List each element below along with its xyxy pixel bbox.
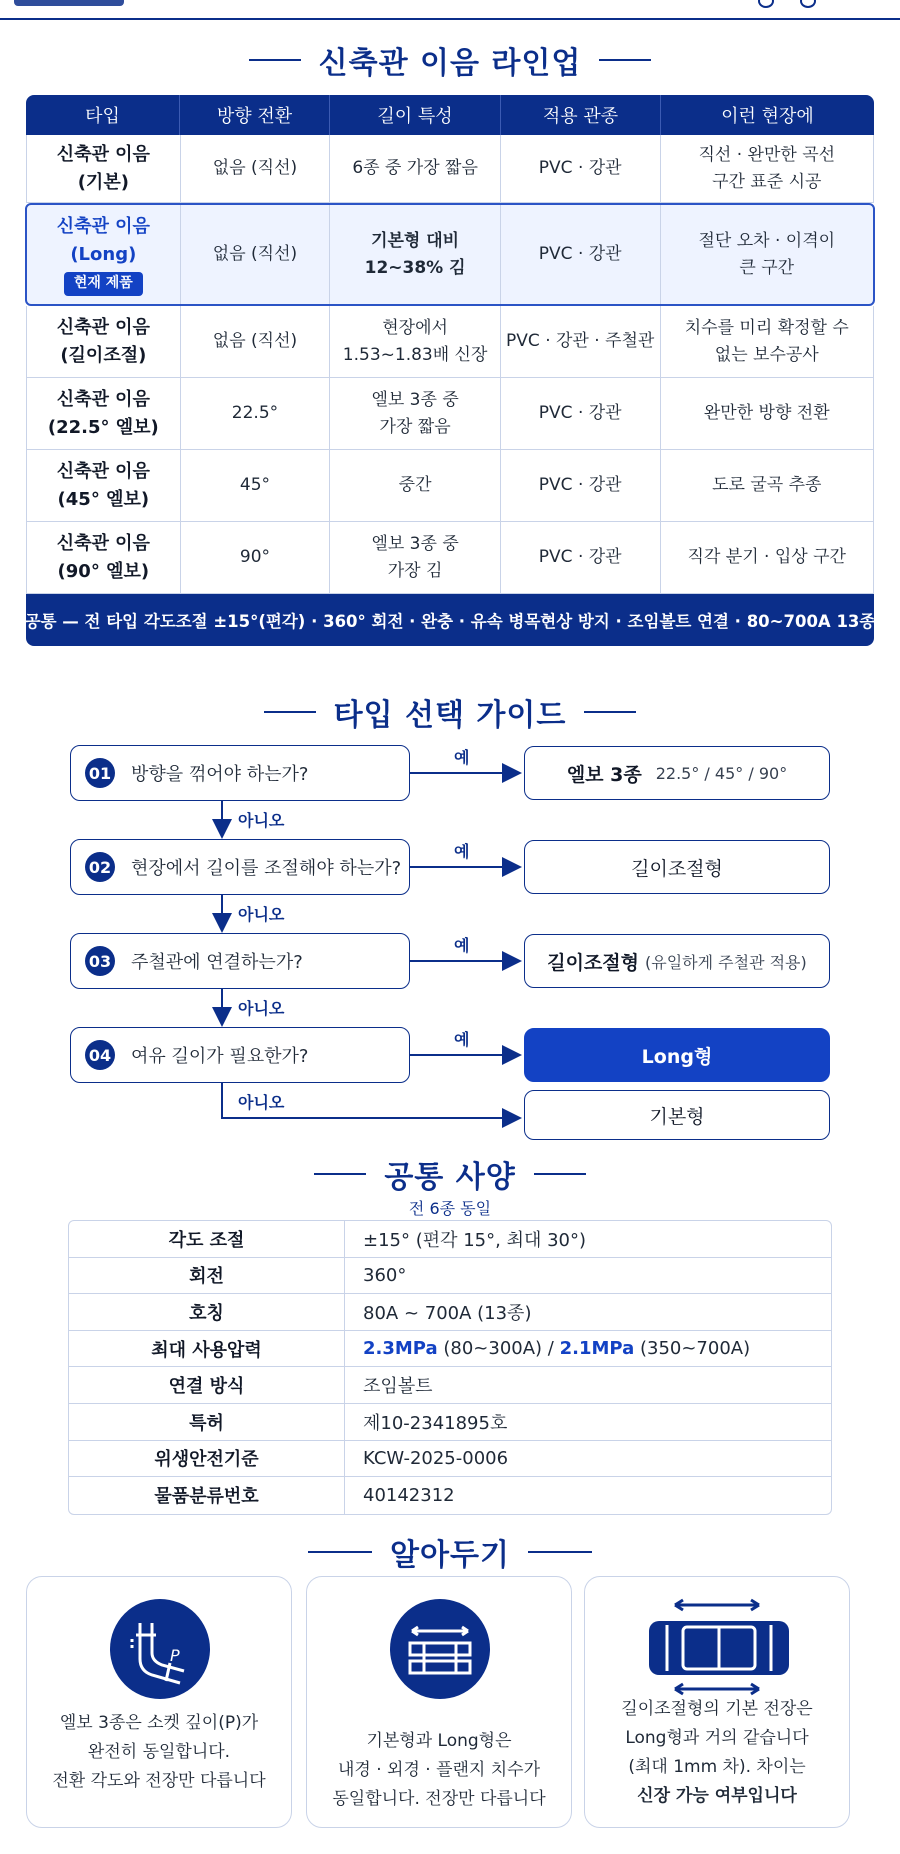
lineup-common-footer: 공통 — 전 타입 각도조절 ±15°(편각) · 360° 회전 · 완충 · 유속 병목현상 방지 · 조임볼트 연결 · 80~700A 13종: [26, 594, 874, 646]
answer-length-adjustable[interactable]: [524, 840, 830, 894]
answer-main: 기본형: [649, 1105, 705, 1128]
spec-value: 40142312: [363, 1484, 455, 1506]
type-sub: (기본): [77, 171, 129, 193]
spec-value: 360°: [363, 1264, 407, 1286]
pressure-range: (350~700A): [634, 1338, 751, 1360]
pipe-cell: PVC · 강관: [501, 378, 661, 449]
site-cell: 완만한 방향 전환: [703, 403, 830, 424]
flange-dimension-icon: [390, 1599, 490, 1699]
lineup-title-text: 신축관 이음 라인업: [318, 46, 582, 81]
pressure-range: (80~300A) /: [437, 1338, 560, 1360]
notes-title: [0, 1530, 900, 1574]
spec-title: [0, 1152, 900, 1196]
answer-length-adjustable-cast-iron[interactable]: [524, 934, 830, 988]
guide-title-text: 타입 선택 가이드: [333, 698, 567, 733]
note-line: 내경 · 외경 · 플랜지 치수가: [337, 1759, 541, 1780]
elbow-socket-icon: [110, 1599, 210, 1699]
col-header: 적용 관종: [501, 95, 661, 135]
no-label: 아니오: [238, 905, 285, 924]
site-line: 절단 오차 · 이격이: [698, 231, 836, 252]
col-header: 이런 현장에: [721, 106, 814, 127]
site-cell: 직각 분기 · 입상 구간: [687, 547, 846, 568]
step-number: 04: [85, 1040, 115, 1070]
answer-main: 길이조절형: [631, 857, 723, 880]
direction-cell: 90°: [181, 522, 331, 593]
type-name: 신축관 이음: [56, 316, 150, 338]
spec-key: 각도 조절: [69, 1221, 345, 1257]
no-label: 아니오: [238, 999, 285, 1018]
note-line-emphasis: 신장 가능 여부입니다: [637, 1785, 797, 1806]
spec-subtitle: 전 6종 동일: [408, 1199, 492, 1218]
length-line: 1.53~1.83배 신장: [342, 344, 488, 365]
type-sub: (90° 엘보): [57, 560, 150, 582]
spec-value: [345, 1338, 750, 1359]
title-dash: [534, 1173, 586, 1175]
direction-cell: 22.5°: [181, 378, 331, 449]
spec-key: 특허: [69, 1404, 345, 1440]
note-card-elbow: [26, 1576, 292, 1828]
pressure-value: 2.1MPa: [559, 1338, 635, 1360]
note-card-long: [306, 1576, 572, 1828]
answer-main: Long형: [641, 1045, 713, 1068]
direction-cell: 45°: [181, 450, 331, 521]
type-sub: (길이조절): [60, 344, 147, 366]
spec-row: [69, 1367, 831, 1404]
length-cell: 중간: [330, 450, 501, 521]
spec-key: 연결 방식: [69, 1367, 345, 1403]
length-line: 6종 중 가장 짧음: [352, 158, 478, 179]
step-number: 01: [85, 758, 115, 788]
title-dash: [314, 1173, 366, 1175]
spec-row: [69, 1441, 831, 1478]
length-line: 가장 김: [387, 560, 443, 581]
spec-table: [68, 1220, 832, 1515]
note-line: 길이조절형의 기본 전장은: [621, 1699, 813, 1719]
pipe-cell: PVC · 강관: [501, 205, 661, 304]
spec-value: 제10-2341895호: [363, 1412, 508, 1434]
pipe-extension-icon: [639, 1595, 799, 1703]
length-line: 현장에서: [382, 318, 448, 339]
col-header: 타입: [26, 95, 180, 135]
spec-row: [69, 1331, 831, 1368]
note-line: 완전히 동일합니다.: [87, 1741, 231, 1762]
site-line: 치수를 미리 확정할 수: [684, 318, 849, 339]
note-line: 기본형과 Long형은: [366, 1731, 512, 1751]
col-header: 방향 전환: [180, 95, 330, 135]
note-line: 전환 각도와 전장만 다릅니다: [52, 1770, 266, 1791]
direction-cell: 없음 (직선): [181, 205, 331, 304]
pipe-cell: PVC · 강관: [501, 522, 661, 593]
no-label: 아니오: [238, 1093, 285, 1112]
title-dash: [308, 1551, 372, 1553]
note-text: [315, 1727, 563, 1814]
direction-cell: 없음 (직선): [181, 135, 331, 202]
yes-label: 예: [454, 842, 470, 861]
note-text: [593, 1695, 841, 1811]
type-name: 신축관 이음: [56, 532, 150, 554]
spec-row: [69, 1221, 831, 1258]
spec-key: 위생안전기준: [69, 1441, 345, 1477]
answer-long[interactable]: [524, 1028, 830, 1082]
site-line: 직선 · 완만한 곡선: [698, 145, 836, 166]
length-line: 엘보 3종 중: [371, 390, 459, 411]
type-sub: (22.5° 엘보): [47, 416, 159, 438]
site-line: 구간 표준 시공: [712, 171, 822, 192]
length-line: 가장 짧음: [379, 416, 451, 437]
site-line: 없는 보수공사: [714, 344, 819, 365]
yes-label: 예: [454, 936, 470, 955]
spec-value: KCW-2025-0006: [363, 1447, 509, 1469]
answer-elbow[interactable]: [524, 746, 830, 800]
spec-row: [69, 1404, 831, 1441]
spec-key: 최대 사용압력: [69, 1331, 345, 1367]
socket-depth-label: P: [170, 1646, 180, 1665]
pressure-value: 2.3MPa: [363, 1338, 438, 1360]
spec-row: [69, 1294, 831, 1331]
answer-main: 길이조절형: [547, 951, 639, 974]
current-product-badge: 현재 제품: [64, 272, 143, 296]
spec-value: ±15° (편각 15°, 최대 30°): [363, 1229, 586, 1251]
note-line: Long형과 거의 같습니다: [625, 1727, 809, 1748]
type-sub: (Long): [70, 244, 137, 266]
yes-label: 예: [454, 1030, 470, 1049]
pipe-cell: PVC · 강관: [501, 450, 661, 521]
step-number: 03: [85, 946, 115, 976]
type-name: 신축관 이음: [56, 460, 150, 482]
length-line: 기본형 대비: [371, 231, 460, 252]
title-dash: [528, 1551, 592, 1553]
answer-sub: 22.5° / 45° / 90°: [655, 763, 788, 783]
site-line: 큰 구간: [739, 257, 795, 278]
col-header: 길이 특성: [330, 95, 501, 135]
notes-title-text: 알아두기: [390, 1538, 510, 1573]
spec-key: 회전: [69, 1258, 345, 1294]
spec-value: 80A ~ 700A (13종): [363, 1302, 532, 1324]
step-number: 02: [85, 852, 115, 882]
spec-row: [69, 1477, 831, 1514]
note-text: [35, 1709, 283, 1796]
length-line: 엘보 3종 중: [371, 534, 459, 555]
pipe-cell: PVC · 강관 · 주철관: [501, 306, 661, 377]
question-box[interactable]: [70, 839, 410, 895]
no-label: 아니오: [238, 811, 285, 830]
site-cell: 도로 굴곡 추종: [712, 475, 822, 496]
note-card-length-adjustable: [584, 1576, 850, 1828]
question-text: 방향을 꺾어야 하는가?: [131, 764, 309, 785]
spec-key: 호칭: [69, 1294, 345, 1330]
answer-main: 엘보 3종: [566, 763, 642, 786]
direction-cell: 없음 (직선): [181, 306, 331, 377]
note-line: 동일합니다. 전장만 다릅니다: [332, 1788, 546, 1809]
note-line: (최대 1mm 차). 차이는: [628, 1756, 806, 1777]
spec-value: 조임볼트: [363, 1376, 433, 1398]
pipe-cell: PVC · 강관: [501, 135, 661, 202]
question-box[interactable]: [70, 745, 410, 801]
type-name: 신축관 이음: [56, 216, 150, 238]
note-line: 엘보 3종은 소켓 깊이(P)가: [59, 1713, 259, 1733]
type-sub: (45° 엘보): [57, 488, 150, 510]
question-box[interactable]: [70, 933, 410, 989]
yes-label: 예: [454, 748, 470, 767]
spec-key: 물품분류번호: [69, 1477, 345, 1514]
length-line: 12~38% 김: [364, 257, 466, 278]
question-text: 주철관에 연결하는가?: [131, 952, 303, 973]
answer-sub: (유일하게 주철관 적용): [645, 952, 807, 972]
spec-title-text: 공통 사양: [384, 1160, 516, 1195]
answer-basic[interactable]: [524, 1090, 830, 1140]
type-name: 신축관 이음: [56, 388, 150, 410]
question-text: 여유 길이가 필요한가?: [131, 1046, 309, 1067]
type-name: 신축관 이음: [56, 143, 150, 165]
spec-row: [69, 1258, 831, 1295]
question-box[interactable]: [70, 1027, 410, 1083]
question-text: 현장에서 길이를 조절해야 하는가?: [131, 858, 402, 879]
